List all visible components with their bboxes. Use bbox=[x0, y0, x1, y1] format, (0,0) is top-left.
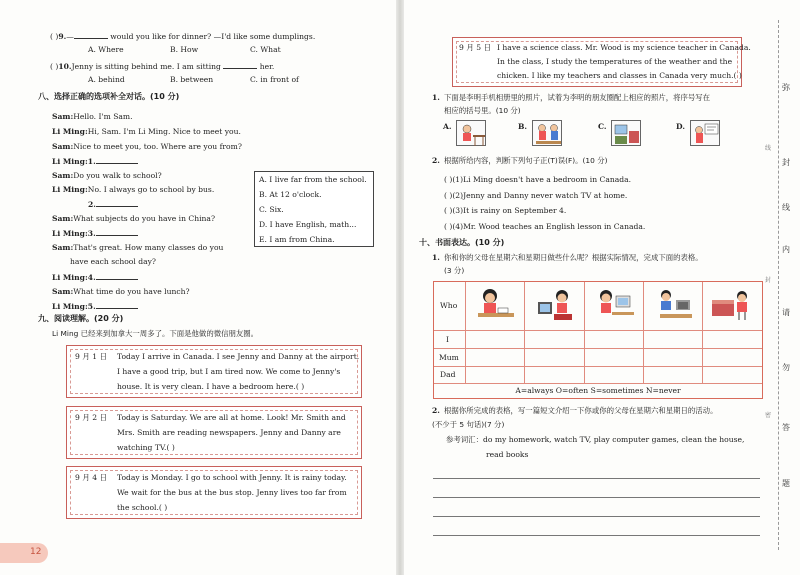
seal-char: 勿 bbox=[782, 363, 790, 372]
seal-small-char: 密 bbox=[765, 412, 772, 419]
speaker-name: Sam: bbox=[52, 112, 74, 121]
diary-date: 9 月 2 日 bbox=[75, 413, 108, 422]
ref-label: 参考词汇： bbox=[446, 435, 483, 444]
dialogue-line bbox=[52, 185, 214, 195]
question-text: Jenny is sitting behind me. I am sitting bbox=[71, 62, 221, 71]
diary-line: chicken. I like my teachers and classes in Canada very much.( ) bbox=[497, 71, 742, 80]
question-number: 9. bbox=[58, 32, 67, 41]
speaker-name: Sam: bbox=[52, 142, 74, 151]
section-10-title: 十、书面表达。(10 分) bbox=[419, 238, 505, 247]
speaker-name: Li Ming: bbox=[52, 273, 88, 282]
speaker-name: Li Ming: bbox=[52, 127, 88, 136]
ref-words: do my homework, watch TV, play computer games, clean the house, bbox=[482, 435, 745, 444]
computer-game-icon bbox=[592, 286, 636, 326]
speaker-name: Li Ming: bbox=[52, 302, 88, 311]
dialogue-line bbox=[52, 214, 215, 224]
dialogue-line bbox=[52, 228, 138, 239]
dialogue-text: Hello. I'm Sam. bbox=[73, 112, 133, 121]
dialogue-line bbox=[52, 287, 190, 297]
question-text: (不少于 5 句话)(7 分) bbox=[432, 420, 505, 429]
seal-char: 题 bbox=[782, 479, 790, 488]
seal-line bbox=[778, 20, 779, 550]
question-text: — bbox=[66, 32, 74, 41]
photo-label-d: D. bbox=[676, 122, 685, 131]
writing-line[interactable] bbox=[433, 535, 760, 536]
tf-item-2: ( )(2)Jenny and Danny never watch TV at home. bbox=[444, 191, 628, 200]
question-text: 相应的括号里。(10 分) bbox=[444, 106, 521, 115]
ref-words: read books bbox=[486, 450, 529, 459]
question-number: 2. bbox=[432, 406, 440, 415]
diary-line: I have a science class. Mr. Wood is my science teacher in Canada. bbox=[497, 43, 751, 52]
seal-small-char: 线 bbox=[765, 145, 772, 152]
dialogue-text: 3. bbox=[87, 229, 96, 238]
table-header-who: Who bbox=[440, 301, 458, 310]
tf-item-3: ( )(3)It is rainy on September 4. bbox=[444, 206, 567, 215]
dialogue-line bbox=[70, 257, 156, 267]
answer-blank[interactable] bbox=[96, 272, 138, 280]
table-legend: A=always O=often S=sometimes N=never bbox=[515, 386, 681, 395]
diary-card-4 bbox=[452, 37, 751, 87]
dialogue-text: 1. bbox=[87, 157, 96, 166]
speaker-name: Sam: bbox=[52, 214, 74, 223]
book-spine bbox=[396, 0, 404, 575]
choice-b: B. At 12 o'clock. bbox=[259, 190, 322, 199]
page-number-tab bbox=[0, 543, 48, 563]
dialogue-text: 4. bbox=[87, 273, 96, 282]
diary-line: I have a good trip, but I am tired now. We come to Jenny's bbox=[117, 367, 341, 376]
answer-blank[interactable] bbox=[96, 199, 138, 207]
diary-date: 9 月 4 日 bbox=[75, 473, 108, 482]
speaker-name: Li Ming: bbox=[52, 185, 88, 194]
section-9-intro: Li Ming 已经来到加拿大一周多了。下面是他做的微信朋友圈。 bbox=[52, 329, 259, 338]
seal-char: 请 bbox=[782, 308, 790, 317]
photo-label-a: A. bbox=[443, 122, 452, 131]
writing-line[interactable] bbox=[433, 497, 760, 498]
seal-char: 内 bbox=[782, 245, 790, 254]
question-text: (3 分) bbox=[444, 266, 465, 275]
seal-char: 答 bbox=[782, 423, 790, 432]
answer-paren: ( ) bbox=[50, 32, 59, 41]
diary-line: Today I arrive in Canada. I see Jenny and Danny at the airport. bbox=[117, 352, 360, 361]
section-9-title: 九、阅读理解。(20 分) bbox=[38, 314, 124, 323]
photo-d-image bbox=[690, 120, 720, 146]
answer-blank[interactable] bbox=[74, 31, 108, 39]
dialogue-text: What time do you have lunch? bbox=[73, 287, 190, 296]
table-row-label: Dad bbox=[440, 370, 456, 379]
dialogue-text: have each school day? bbox=[70, 257, 156, 266]
choice-a: A. I live far from the school. bbox=[259, 175, 367, 184]
option-a: A. Where bbox=[88, 45, 124, 54]
diary-date: 9 月 1 日 bbox=[75, 352, 108, 361]
diary-line: the school.( ) bbox=[117, 503, 168, 512]
option-c: C. What bbox=[250, 45, 281, 54]
seal-char: 封 bbox=[782, 158, 790, 167]
dialogue-text: What subjects do you have in China? bbox=[73, 214, 216, 223]
dialogue-text: No. I always go to school by bus. bbox=[87, 185, 215, 194]
question-number: 2. bbox=[432, 156, 440, 165]
speaker-name: Sam: bbox=[52, 171, 74, 180]
photo-label-b: B. bbox=[518, 122, 528, 131]
page-number: 12 bbox=[30, 547, 42, 557]
dialogue-text: Nice to meet you, too. Where are you from? bbox=[73, 142, 242, 151]
dialogue-line bbox=[52, 112, 133, 122]
option-c: C. in front of bbox=[250, 75, 299, 84]
question-text: 根据所给内容，判断下列句子正(T)误(F)。(10 分) bbox=[444, 156, 608, 165]
dialogue-text: That's great. How many classes do you bbox=[73, 243, 224, 252]
photo-a-image bbox=[456, 120, 486, 146]
reference-vocab bbox=[446, 435, 744, 445]
answer-paren: ( ) bbox=[50, 62, 59, 71]
diary-card-3 bbox=[66, 466, 362, 519]
seal-small-char: 封 bbox=[765, 277, 772, 284]
activity-table bbox=[433, 281, 763, 399]
option-a: A. behind bbox=[88, 75, 125, 84]
dialogue-text: Hi, Sam. I'm Li Ming. Nice to meet you. bbox=[87, 127, 241, 136]
dialogue-line bbox=[52, 127, 241, 137]
section-8-title: 八、选择正确的选项补全对话。(10 分) bbox=[38, 92, 180, 101]
dialogue-line bbox=[52, 301, 138, 312]
speaker-name: Li Ming: bbox=[52, 157, 88, 166]
dialogue-text: Do you walk to school? bbox=[73, 171, 162, 180]
dialogue-text: 5. bbox=[87, 302, 96, 311]
question-text: 根据你所完成的表格，写一篇短文介绍一下你或你的父母在星期六和星期日的活动。 bbox=[444, 406, 718, 415]
photo-b-image bbox=[532, 120, 562, 146]
option-b: B. between bbox=[170, 75, 214, 84]
seal-char: 线 bbox=[782, 203, 790, 212]
question-10 bbox=[50, 61, 274, 72]
writing-line[interactable] bbox=[433, 478, 760, 479]
homework-icon bbox=[474, 286, 518, 326]
tf-item-1: ( )(1)Li Ming doesn't have a bedroom in Canada. bbox=[444, 175, 632, 184]
option-b: B. How bbox=[170, 45, 199, 54]
read-books-icon bbox=[710, 286, 754, 326]
diary-line: house. It is very clean. I have a bedroom here.( ) bbox=[117, 382, 305, 391]
table-row-label: Mum bbox=[439, 353, 459, 362]
choices-box bbox=[254, 171, 374, 247]
dialogue-line bbox=[52, 171, 162, 181]
dialogue-line bbox=[52, 142, 242, 152]
clean-house-icon bbox=[652, 286, 696, 326]
photo-c-image bbox=[611, 120, 641, 146]
watch-tv-icon bbox=[534, 286, 578, 326]
question-number: 1. bbox=[432, 93, 440, 102]
answer-blank[interactable] bbox=[96, 301, 138, 309]
dialogue-line bbox=[52, 243, 223, 253]
dialogue-text: 2. bbox=[88, 200, 96, 209]
question-number: 1. bbox=[432, 253, 440, 262]
answer-blank[interactable] bbox=[96, 228, 138, 236]
diary-line: We wait for the bus at the bus stop. Jenny lives too far from bbox=[117, 488, 347, 497]
speaker-name: Li Ming: bbox=[52, 229, 88, 238]
diary-line: Today is Saturday. We are all at home. Look! Mr. Smith and bbox=[117, 413, 346, 422]
answer-blank[interactable] bbox=[96, 156, 138, 164]
choice-c: C. Six. bbox=[259, 205, 284, 214]
table-row-label: I bbox=[446, 335, 449, 344]
choice-e: E. I am from China. bbox=[259, 235, 335, 244]
photo-label-c: C. bbox=[598, 122, 607, 131]
seal-char: 弥 bbox=[782, 83, 790, 92]
question-text: 你和你的父母在星期六和星期日做些什么呢？根据实际情况，完成下面的表格。 bbox=[444, 253, 703, 262]
diary-card-1 bbox=[66, 345, 362, 398]
choice-d: D. I have English, math... bbox=[259, 220, 357, 229]
writing-line[interactable] bbox=[433, 516, 760, 517]
answer-blank[interactable] bbox=[223, 61, 257, 69]
dialogue-line bbox=[52, 272, 138, 283]
question-9 bbox=[50, 31, 315, 42]
question-text: would you like for dinner? —I'd like some dumplings. bbox=[107, 32, 316, 41]
diary-line: Today is Monday. I go to school with Jenny. It is rainy today. bbox=[117, 473, 347, 482]
speaker-name: Sam: bbox=[52, 287, 74, 296]
diary-card-2 bbox=[66, 406, 362, 459]
question-text: 下面是李明手机相册里的照片，试着为李明的朋友圈配上相应的照片，将序号写在 bbox=[444, 93, 711, 102]
dialogue-line bbox=[88, 199, 138, 210]
dialogue-line bbox=[52, 156, 138, 167]
diary-line: In the class, I study the temperatures of the weather and the bbox=[497, 57, 733, 66]
tf-item-4: ( )(4)Mr. Wood teaches an English lesson in Canada. bbox=[444, 222, 646, 231]
question-number: 10. bbox=[58, 62, 72, 71]
diary-line: Mrs. Smith are reading newspapers. Jenny and Danny are bbox=[117, 428, 341, 437]
diary-date: 9 月 5 日 bbox=[459, 43, 492, 52]
speaker-name: Sam: bbox=[52, 243, 74, 252]
diary-line: watching TV.( ) bbox=[117, 443, 175, 452]
question-text: her. bbox=[259, 62, 275, 71]
